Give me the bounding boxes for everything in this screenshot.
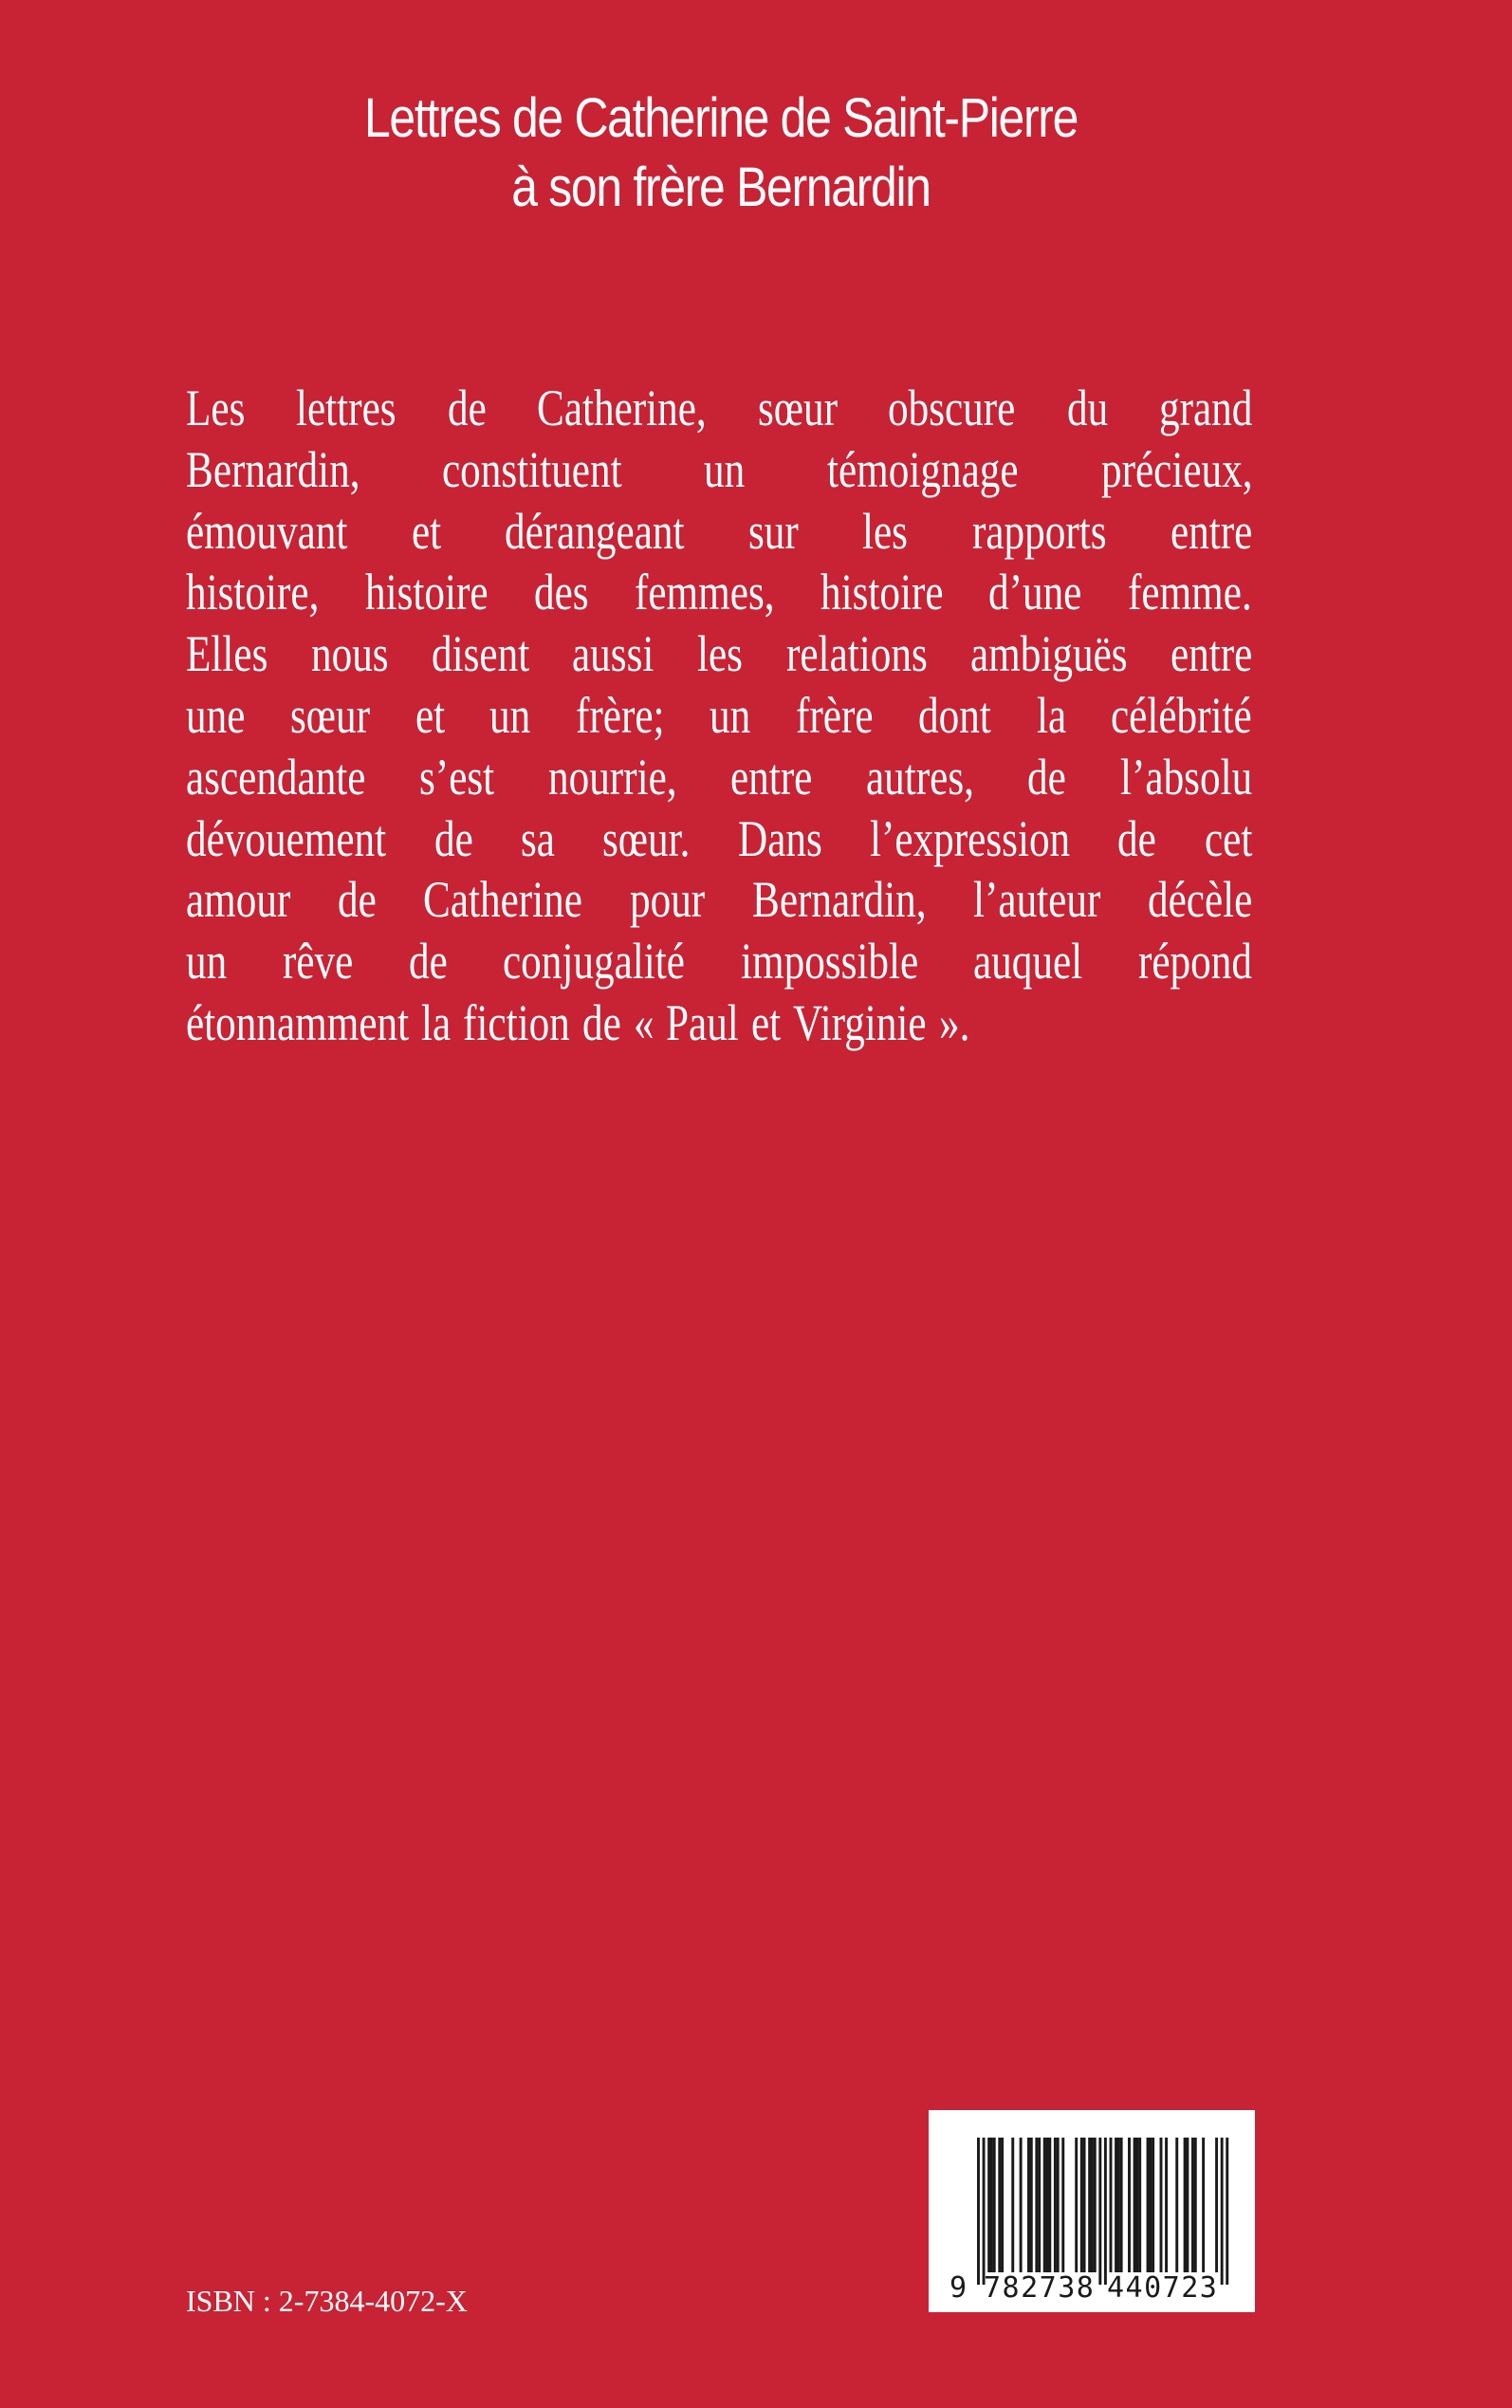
blurb-line: une sœur et un frère; un frère dont la célébrité (186, 686, 1252, 744)
isbn-label: ISBN : 2-7384-4072-X (186, 2284, 468, 2318)
blurb-line: étonnamment la fiction de « Paul et Virginie ». (186, 993, 970, 1051)
blurb-line: Elles nous disent aussi les relations ambiguës entre (186, 625, 1252, 683)
blurb-line: histoire, histoire des femmes, histoire d’une femme. (186, 564, 1252, 621)
svg-text:9: 9 (949, 2271, 968, 2305)
book-title (101, 83, 1340, 222)
back-cover-blurb (186, 378, 1252, 1054)
barcode-icon (929, 2110, 1255, 2312)
svg-text:440723: 440723 (1107, 2271, 1219, 2305)
title-line-2: à son frère Bernardin (511, 157, 931, 218)
blurb-line: émouvant et dérangeant sur les rapports entre (186, 502, 1252, 560)
title-line-1: Lettres de Catherine de Saint-Pierre (363, 87, 1079, 149)
barcode-box (929, 2110, 1255, 2312)
svg-text:782738: 782738 (984, 2271, 1096, 2305)
blurb-line: Les lettres de Catherine, sœur obscure du grand (186, 380, 1252, 436)
blurb-line: amour de Catherine pour Bernardin, l’auteur décèle (186, 871, 1252, 929)
blurb-line: Bernardin, constituent un témoignage précieux, (186, 440, 1253, 498)
blurb-line: dévouement de sa sœur. Dans l’expression de cet (186, 809, 1252, 867)
blurb-line: un rêve de conjugalité impossible auquel répond (186, 933, 1253, 991)
blurb-line: ascendante s’est nourrie, entre autres, de l’absolu (186, 748, 1252, 806)
